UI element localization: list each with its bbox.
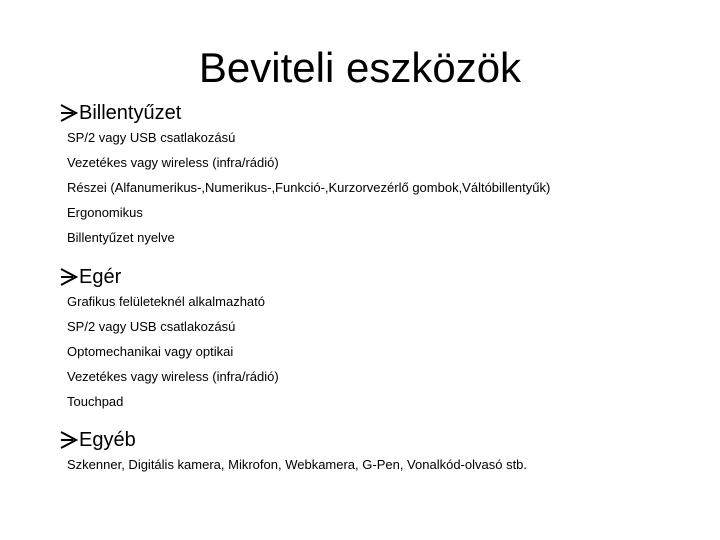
slide-title: Beviteli eszközök (198, 44, 522, 91)
section-eger (60, 262, 279, 417)
arrow-right-icon (60, 103, 78, 123)
list-item: Vezetékes vagy wireless (infra/rádió) (67, 155, 279, 170)
list-item: Touchpad (67, 394, 124, 409)
list-item: Szkenner, Digitális kamera, Mikrofon, Webkamera, G-Pen, Vonalkód-olvasó stb. (67, 457, 528, 472)
list-item: Részei (Alfanumerikus-,Numerikus-,Funkció-,Kurzorvezérlő gombok,Váltóbillentyűk) (67, 180, 551, 195)
list-item: Ergonomikus (67, 205, 143, 220)
section-heading-label: Billentyűzet (79, 102, 182, 124)
list-item: SP/2 vagy USB csatlakozású (67, 319, 236, 334)
arrow-right-icon (60, 267, 78, 287)
list-item: Optomechanikai vagy optikai (67, 344, 234, 359)
list-item: Billentyűzet nyelve (67, 230, 175, 245)
list-item: SP/2 vagy USB csatlakozású (67, 130, 236, 145)
section-heading (60, 98, 550, 128)
section-egyeb (60, 425, 527, 480)
list-item: Vezetékes vagy wireless (infra/rádió) (67, 369, 279, 384)
section-billentyuzet (60, 98, 550, 253)
section-heading-label: Egér (79, 266, 122, 288)
list-item: Grafikus felületeknél alkalmazható (67, 294, 265, 309)
section-heading (60, 262, 279, 292)
section-heading (60, 425, 527, 455)
arrow-right-icon (60, 430, 78, 450)
section-heading-label: Egyéb (79, 429, 136, 451)
